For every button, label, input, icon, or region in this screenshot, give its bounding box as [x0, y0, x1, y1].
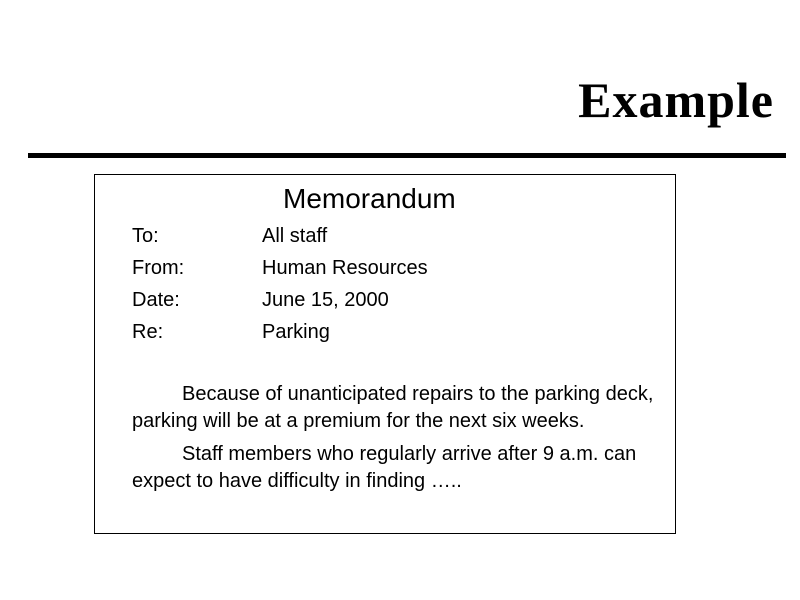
field-value: All staff — [262, 225, 328, 247]
field-label: From: — [132, 257, 185, 279]
memo-heading: Memorandum — [283, 183, 456, 214]
memo-box — [94, 174, 676, 534]
memo-paragraph: Because of unanticipated repairs to the parking deck, parking will be at a premium for the next six weeks. — [132, 383, 654, 432]
field-label: Re: — [132, 321, 164, 343]
memo-body — [132, 381, 662, 501]
memo-field-to — [132, 223, 652, 255]
field-label: Date: — [132, 289, 180, 311]
memo-paragraph: Staff members who regularly arrive after 9 a.m. can expect to have difficulty in finding ….. — [132, 443, 637, 492]
memo-field-from — [132, 255, 652, 287]
title-divider — [28, 153, 786, 158]
field-value: Parking — [262, 321, 330, 343]
memo-header-fields — [132, 223, 652, 351]
memo-field-re — [132, 319, 652, 351]
field-value: Human Resources — [262, 257, 428, 279]
slide-title: Example — [578, 72, 774, 128]
memo-field-date — [132, 287, 652, 319]
field-value: June 15, 2000 — [262, 289, 389, 311]
field-label: To: — [132, 225, 159, 247]
